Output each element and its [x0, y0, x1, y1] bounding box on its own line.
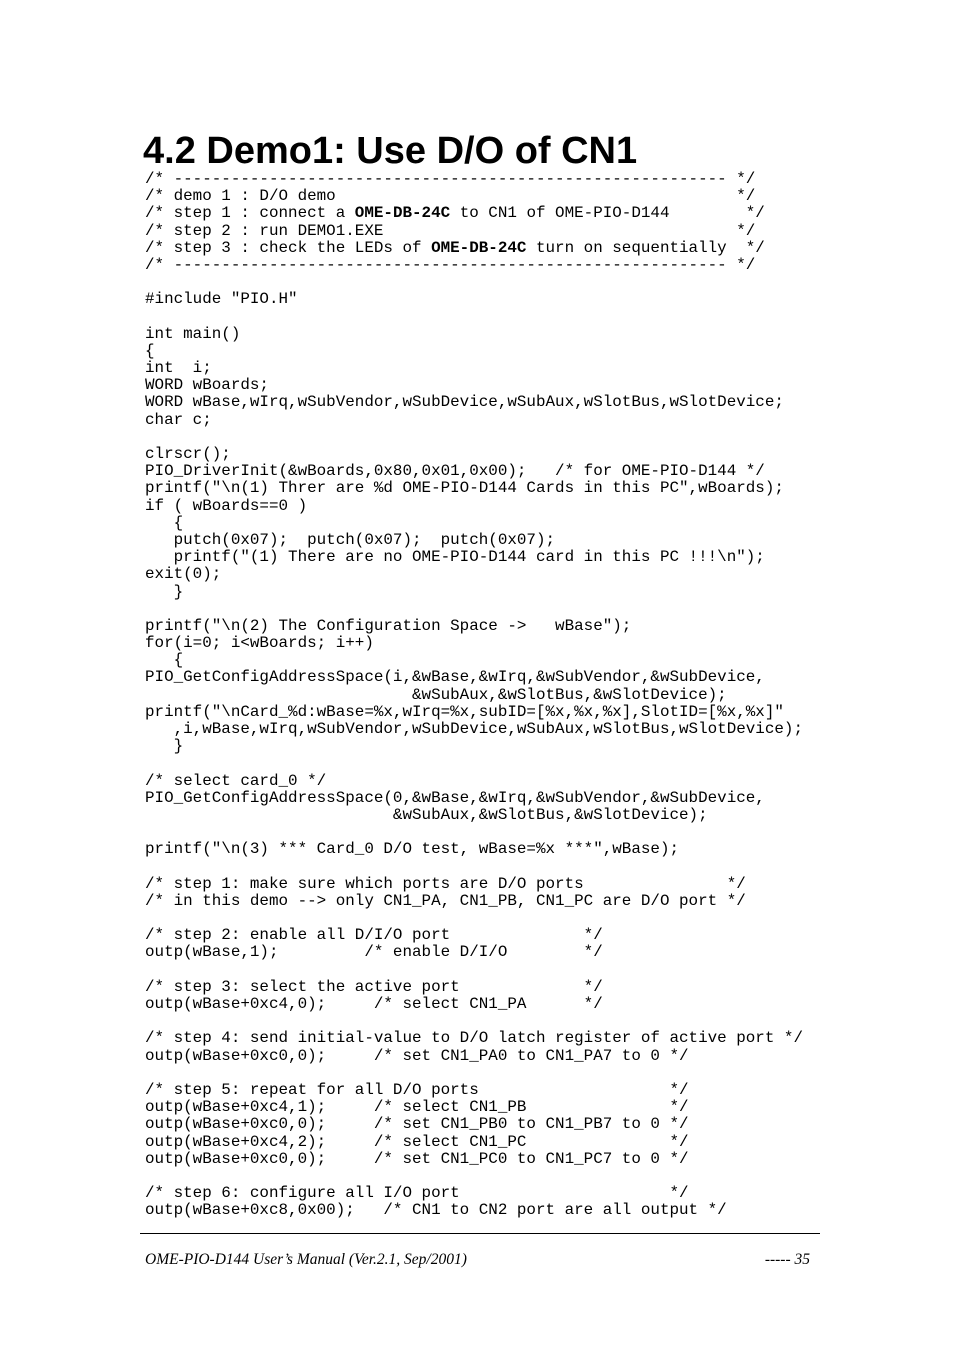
code-line: int i;	[145, 359, 212, 378]
code-line: /* step 4: send initial-value to D/O latch register of active port */	[145, 1029, 803, 1048]
code-line: /* step 2: enable all D/I/O port */	[145, 926, 603, 945]
code-line: /* in this demo --> only CN1_PA, CN1_PB, CN1_PC are D/O port */	[145, 891, 746, 910]
code-line	[145, 429, 803, 446]
code-line: int main()	[145, 324, 241, 343]
code-line: PIO_GetConfigAddressSpace(i,&wBase,&wIrq,&wSubVendor,&wSubDevice,	[145, 668, 765, 687]
code-line: &wSubAux,&wSlotBus,&wSlotDevice);	[145, 685, 727, 704]
code-line: PIO_DriverInit(&wBoards,0x80,0x01,0x00); /* for OME-PIO-D144 */	[145, 462, 765, 481]
code-line: if ( wBoards==0 )	[145, 496, 308, 515]
code-line: /* step 2 : run DEMO1.EXE */	[145, 221, 756, 240]
code-line: outp(wBase,1); /* enable D/I/O */	[145, 943, 603, 962]
code-line: ,i,wBase,wIrq,wSubVendor,wSubDevice,wSubAux,wSlotBus,wSlotDevice);	[145, 720, 803, 738]
code-line: outp(wBase+0xc0,0); /* set CN1_PB0 to CN1_PB7 to 0 */	[145, 1115, 689, 1134]
code-line	[145, 601, 803, 618]
code-line: {	[145, 513, 184, 532]
code-line	[145, 274, 803, 291]
code-line	[145, 309, 803, 326]
code-line: for(i=0; i<wBoards; i++)	[145, 634, 374, 653]
code-line: exit(0);	[145, 565, 222, 584]
code-line: #include "PIO.H"	[145, 290, 298, 309]
code-line: printf("\n(1) Threr are %d OME-PIO-D144 Cards in this PC",wBoards);	[145, 479, 784, 498]
code-line: outp(wBase+0xc0,0); /* set CN1_PC0 to CN1_PC7 to 0 */	[145, 1149, 689, 1168]
code-line: {	[145, 341, 155, 360]
code-line: printf("(1) There are no OME-PIO-D144 card in this PC !!!\n");	[145, 548, 765, 567]
code-line: outp(wBase+0xc4,2); /* select CN1_PC */	[145, 1132, 689, 1151]
footer-page-number: ----- 35	[764, 1251, 810, 1268]
code-line: outp(wBase+0xc0,0); /* set CN1_PA0 to CN1_PA7 to 0 */	[145, 1046, 689, 1065]
code-line: /* ---------------------------------------------------------- */	[145, 255, 756, 274]
code-line: char c;	[145, 410, 212, 429]
code-line: }	[145, 582, 184, 601]
code-line	[145, 910, 803, 927]
code-line	[145, 1168, 803, 1185]
footer-rule	[140, 1233, 820, 1234]
code-line	[145, 859, 803, 876]
code-line: WORD wBoards;	[145, 376, 269, 395]
code-line: outp(wBase+0xc4,0); /* select CN1_PA */	[145, 995, 603, 1013]
code-line: putch(0x07); putch(0x07); putch(0x07);	[145, 530, 556, 549]
code-line: WORD wBase,wIrq,wSubVendor,wSubDevice,wSubAux,wSlotBus,wSlotDevice;	[145, 393, 784, 412]
code-line: &wSubAux,&wSlotBus,&wSlotDevice);	[145, 805, 708, 824]
code-line: /* step 6: configure all I/O port */	[145, 1184, 689, 1203]
code-line: printf("\nCard_%d:wBase=%x,wIrq=%x,subID=[%x,%x,%x],SlotID=[%x,%x]"	[145, 702, 784, 721]
code-line: /* step 5: repeat for all D/O ports */	[145, 1080, 689, 1099]
code-line: outp(wBase+0xc4,1); /* select CN1_PB */	[145, 1098, 689, 1117]
code-line: /* demo 1 : D/O demo */	[145, 187, 756, 206]
code-line: }	[145, 737, 184, 756]
code-line	[145, 824, 803, 841]
code-line	[145, 1065, 803, 1082]
code-line	[145, 755, 803, 772]
code-line: printf("\n(3) *** Card_0 D/O test, wBase=%x ***",wBase);	[145, 840, 680, 859]
code-line: PIO_GetConfigAddressSpace(0,&wBase,&wIrq,&wSubVendor,&wSubDevice,	[145, 788, 765, 807]
code-line: printf("\n(2) The Configuration Space -> wBase");	[145, 616, 632, 635]
code-line: outp(wBase+0xc8,0x00); /* CN1 to CN2 port are all output */	[145, 1201, 727, 1220]
code-line: /* step 3 : check the LEDs of OME-DB-24C turn on sequentially */	[145, 238, 765, 257]
code-line: /* select card_0 */	[145, 771, 327, 790]
code-line: /* step 1 : connect a OME-DB-24C to CN1 of OME-PIO-D144 */	[145, 204, 765, 223]
code-line: /* step 3: select the active port */	[145, 977, 603, 996]
code-line	[145, 1013, 803, 1030]
code-line	[145, 962, 803, 979]
code-line: {	[145, 651, 184, 670]
section-heading: 4.2 Demo1: Use D/O of CN1	[143, 130, 638, 172]
code-line: clrscr();	[145, 445, 231, 463]
code-line: /* step 1: make sure which ports are D/O ports */	[145, 874, 746, 893]
code-line: /* ---------------------------------------------------------- */	[145, 170, 756, 188]
code-listing	[145, 171, 803, 1219]
footer-manual-title: OME-PIO-D144 User’s Manual (Ver.2.1, Sep/2001)	[145, 1251, 467, 1268]
